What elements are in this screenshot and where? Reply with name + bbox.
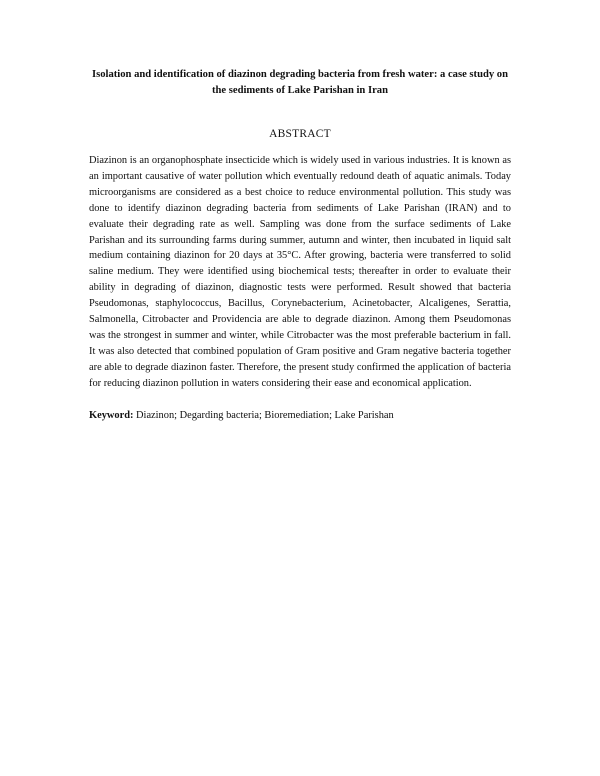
keywords-list: Diazinon; Degarding bacteria; Bioremediation; Lake Parishan: [133, 410, 394, 421]
paper-title: Isolation and identification of diazinon degrading bacteria from fresh water: a case study on the sediments of Lake Parishan in Iran: [91, 69, 508, 96]
abstract-body: Diazinon is an organophosphate insecticide which is widely used in various industries. It is known as an important causative of water pollution which eventually redound death of aquatic animals. Today microorganisms are considered as a best choice to reduce environmental pollution. This study was done to identify diazinon degrading bacteria from sediments of Lake Parishan (IRAN) and to evaluate their degrading rate as well. Sampling was done from the surface sediments of Lake Parishan and its surrounding farms during summer, autumn and winter, then incubated in liquid salt medium containing diazinon for 20 days at 35°C. After growing, bacteria were transferred to solid saline medium. They were identified using biochemical tests; thereafter in order to evaluate their ability in degrading of diazinon, diagnostic tests were performed. Result showed that bacteria Pseudomonas, staphylococcus, Bacillus, Corynebacterium, Acinetobacter, Alcaligenes, Serattia, Salmonella, Citrobacter and Providencia are able to degrade diazinon. Among them Pseudomonas was the strongest in summer and winter, while Citrobacter was the most preferable bacterium in fall. It was also detected that combined population of Gram positive and Gram negative bacteria together are able to degrade diazinon faster. Therefore, the present study confirmed the application of bacteria for reducing diazinon pollution in waters considering their ease and economical application.: [89, 155, 511, 389]
keywords-label: Keyword:: [89, 410, 134, 421]
abstract-heading: ABSTRACT: [269, 128, 331, 140]
keywords-line: [89, 408, 511, 424]
